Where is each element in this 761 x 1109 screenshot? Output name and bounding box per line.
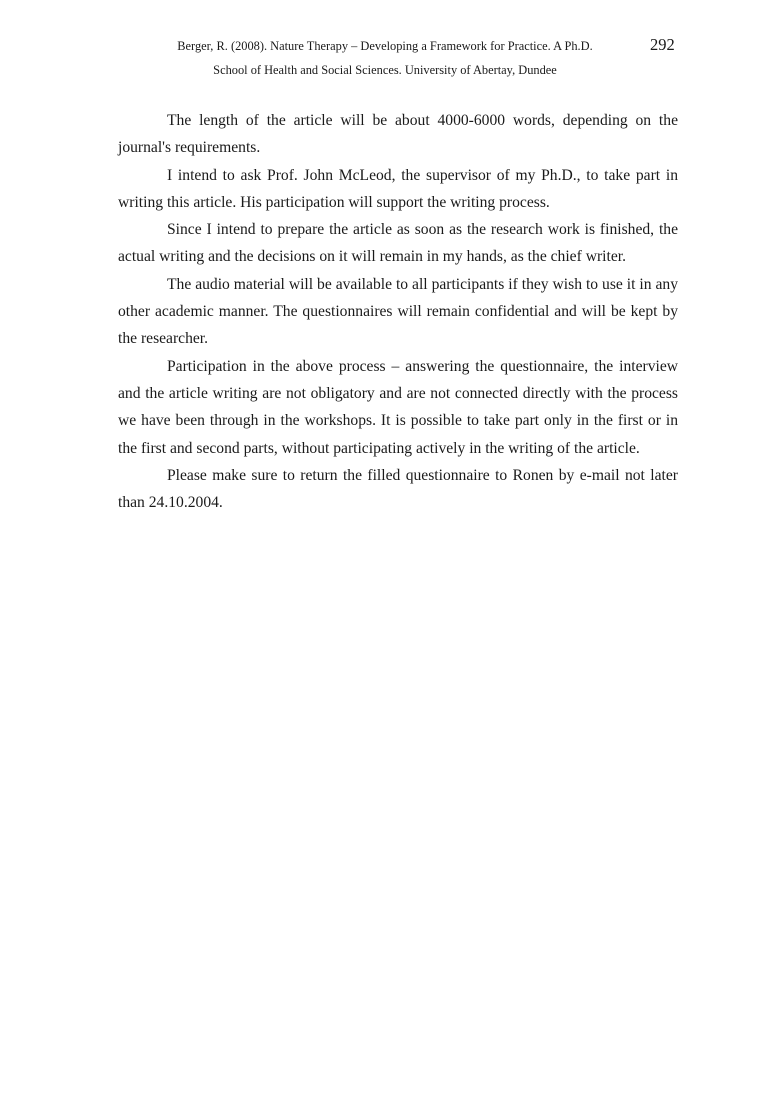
body-text: [118, 107, 678, 516]
header-citation-line: Berger, R. (2008). Nature Therapy – Developing a Framework for Practice. A Ph.D.: [177, 39, 593, 53]
running-header: [150, 34, 620, 82]
paragraph-chief-writer: Since I intend to prepare the article as soon as the research work is finished, the actual writing and the decisions on it will remain in my hands, as the chief writer.: [118, 221, 678, 266]
paragraph-article-length: The length of the article will be about 4000-6000 words, depending on the journal's requirements.: [118, 112, 678, 157]
paragraph-audio-material: The audio material will be available to all participants if they wish to use it in any other academic manner. The questionnaires will remain confidential and will be kept by the researcher.: [118, 275, 678, 348]
paragraph-supervisor: I intend to ask Prof. John McLeod, the supervisor of my Ph.D., to take part in writing this article. His participation will support the writing process.: [118, 166, 678, 211]
paragraph-participation: Participation in the above process – answering the questionnaire, the interview and the article writing are not obligatory and are not connected directly with the process we have been through in the workshops. It is possible to take part only in the first or in the first and second parts, without participating actively in the writing of the article.: [118, 357, 678, 457]
page-number: 292: [650, 35, 675, 54]
header-institution-line: School of Health and Social Sciences. University of Abertay, Dundee: [213, 63, 557, 77]
paragraph-return-questionnaire: Please make sure to return the filled questionnaire to Ronen by e-mail not later than 24.10.2004.: [118, 466, 678, 512]
